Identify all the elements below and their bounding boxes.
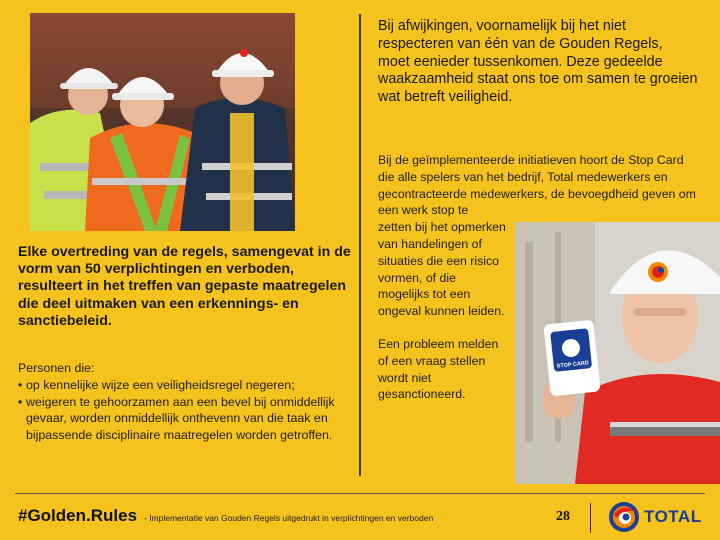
golden-rules-hashtag: #Golden.Rules bbox=[18, 506, 138, 525]
report-paragraph: Een probleem melden of een vraag stellen wordt niet gesanctioneerd. bbox=[378, 336, 499, 402]
total-logo-text: TOTAL bbox=[644, 507, 702, 526]
left-lead-text: Elke overtreding van de regels, samengevat in de vorm van 50 verplichtingen en verboden, resulteert in het treffen van gepaste maatregelen die deel uitmaken van een erkennings- en sanctiebeleid. bbox=[18, 244, 351, 329]
persons-intro: Personen die: bbox=[18, 361, 95, 375]
right-heading: Bij afwijkingen, voornamelijk bij het niet respecteren van één van de Gouden Regels, moet eenieder tussenkomen. Deze gedeelde waakzaamheid staat ons toe om samen te groeien wat betreft veiligheid. bbox=[378, 18, 698, 106]
page-number: 28 bbox=[556, 509, 570, 524]
list-item: • op kennelijke wijze een veiligheidsregel negeren; bbox=[18, 377, 295, 392]
persons-list bbox=[18, 377, 353, 444]
persons-block bbox=[18, 360, 353, 444]
bullet: • bbox=[18, 394, 23, 409]
footer-caption: - Implementatie van Gouden Regels uitgedrukt in verplichtingen en verboden bbox=[144, 513, 434, 523]
stop-card-paragraph: Bij de geïmplementeerde initiatieven hoort de Stop Card die alle spelers van het bedrijf, Total medewerkers en gecontracteerde medewerkers, de bevoegdheid geven om een werk stop te zetten bij het opmerken van handelingen of situaties die een risico vormen, of die mogelijks tot een ongeval kunnen leiden. bbox=[378, 153, 696, 319]
stop-card-label: STOP CARD bbox=[556, 360, 590, 370]
total-logo-icon bbox=[606, 500, 642, 539]
column-divider bbox=[359, 14, 361, 476]
footer-divider bbox=[15, 493, 705, 494]
bullet: • bbox=[18, 377, 23, 392]
list-item: • weigeren te gehoorzamen aan een bevel bij onmiddellijk gevaar, worden onmiddellijk onthevenn van die taak en bijpassende disciplinaire maatregelen worden getroffen. bbox=[18, 394, 335, 443]
workers-photo bbox=[30, 13, 295, 231]
footer-separator bbox=[590, 503, 591, 533]
right-body bbox=[378, 152, 698, 403]
